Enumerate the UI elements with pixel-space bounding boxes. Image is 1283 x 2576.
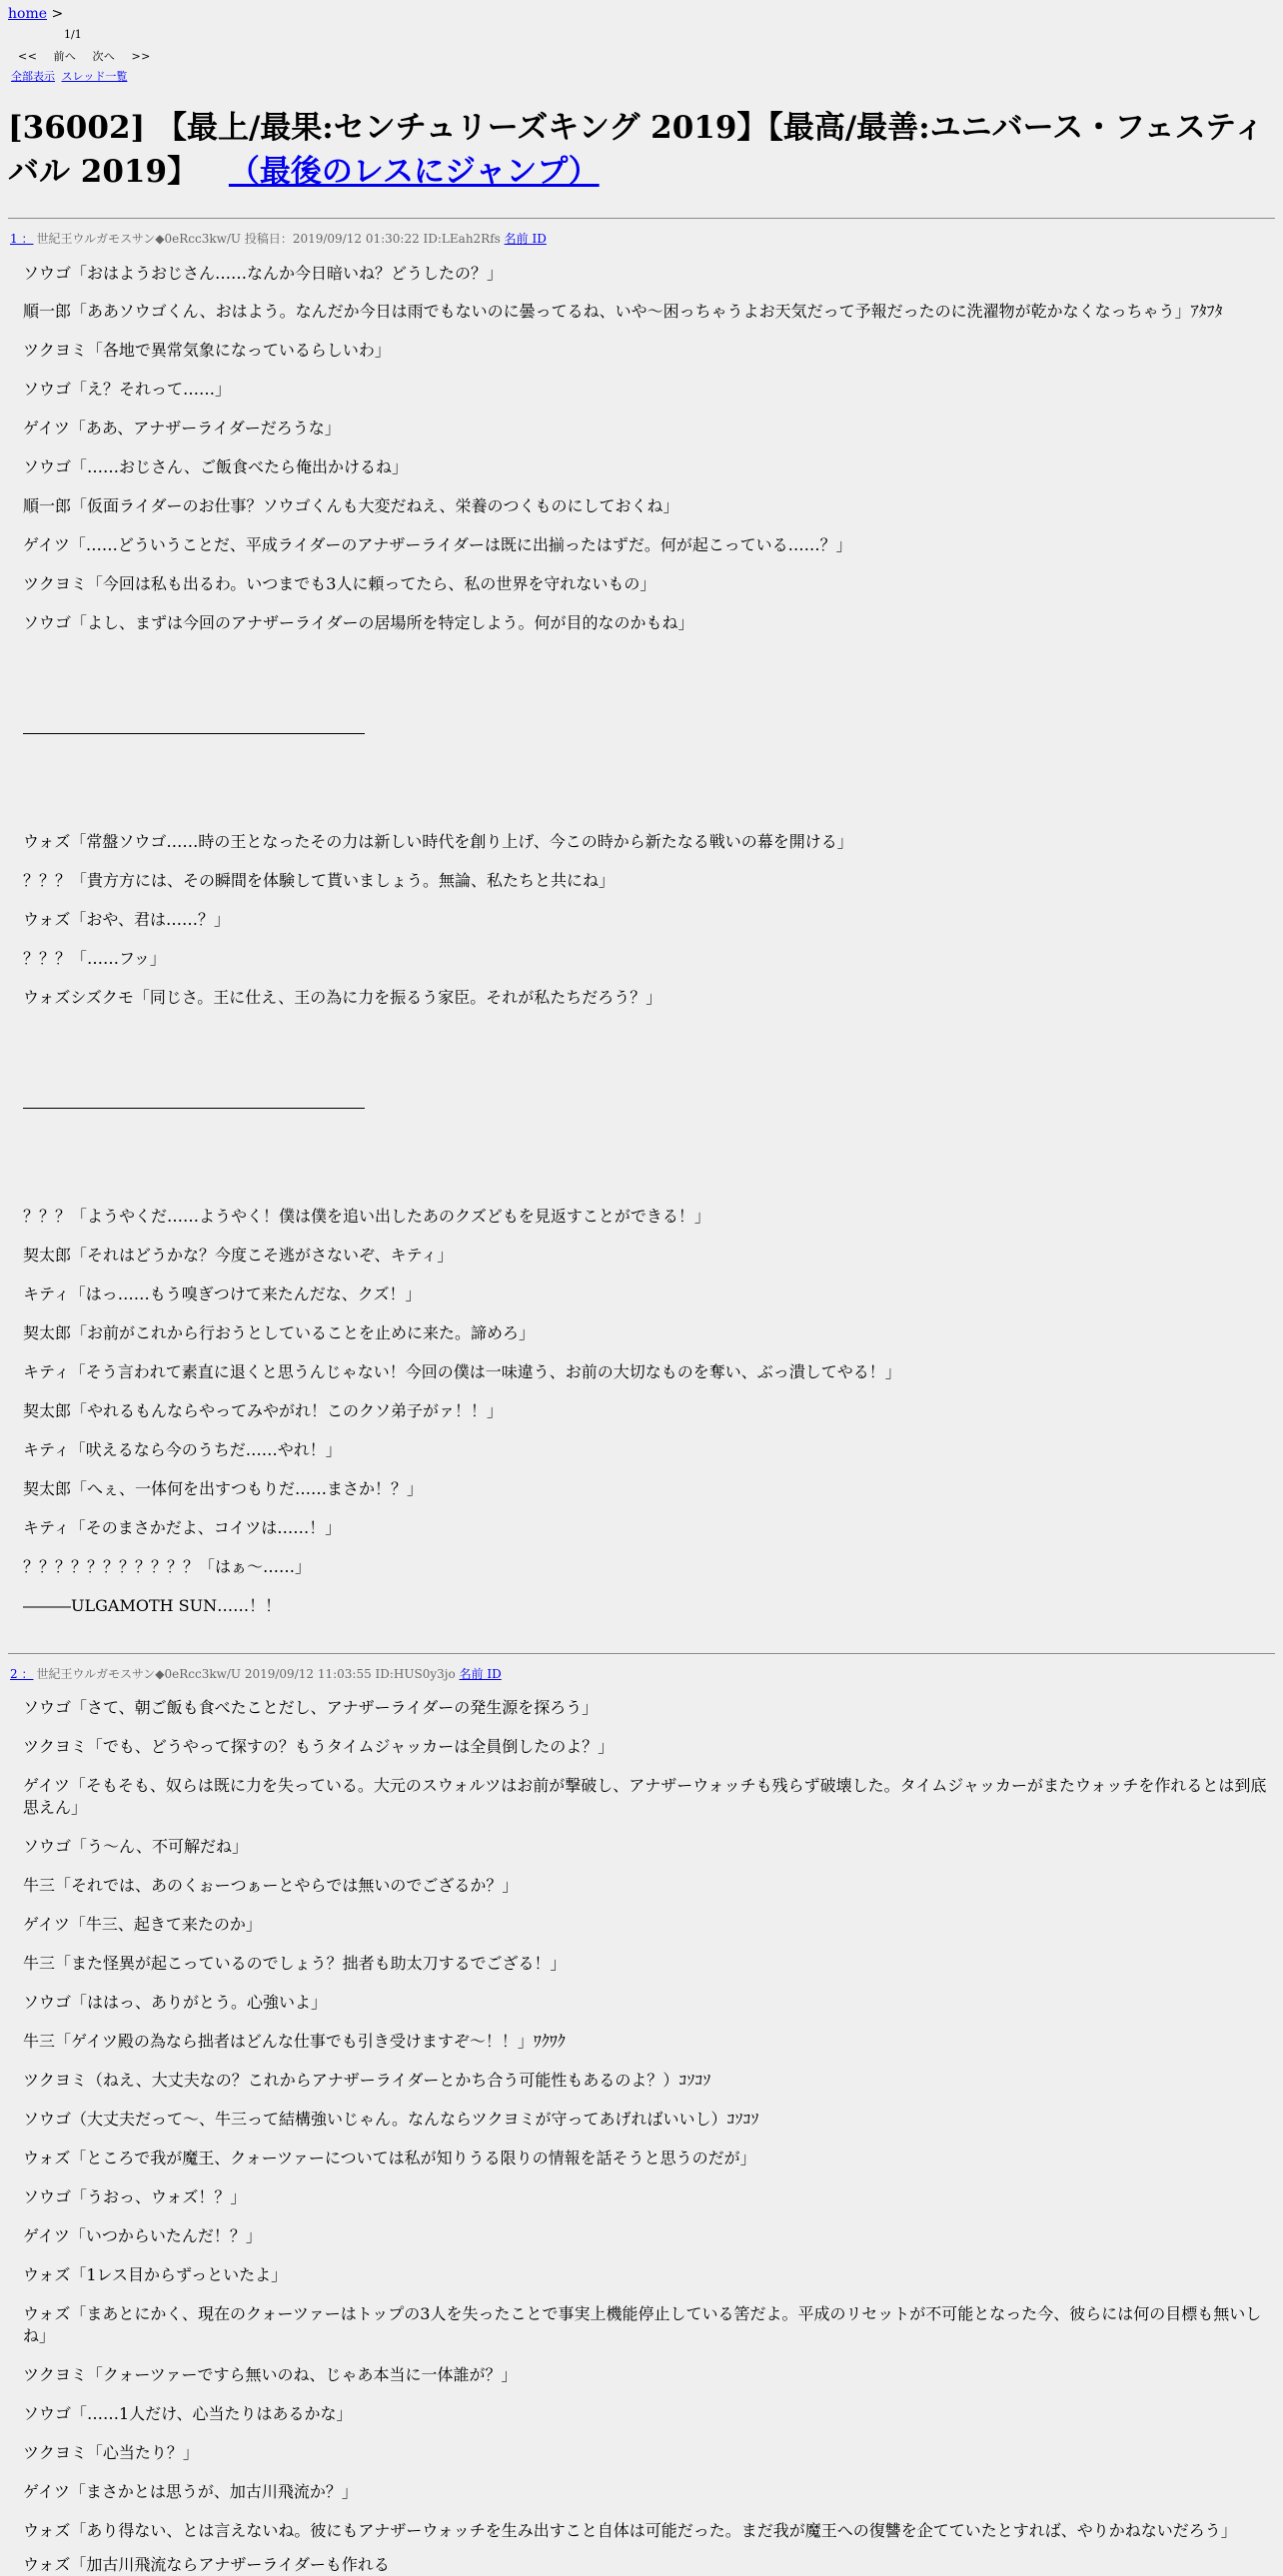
post-line: ？？？「……フッ」 [23,949,166,968]
post-line: 契太郎「へぇ、一体何を出すつもりだ……まさか！？」 [23,1479,424,1498]
post-line: ウォズ「加古川飛流ならアナザーライダーも作れる [23,2555,390,2574]
post-line: ？？？？？？？？？？？「はぁ～……」 [23,1557,312,1576]
post-line: ツクヨミ「でも、どうやって探すの？もうタイムジャッカーは全員倒したのよ？」 [23,1737,615,1756]
divider [8,218,1275,219]
post-line: ソウゴ「よし、まずは今回のアナザーライダーの居場所を特定しよう。何が目的なのかもね」 [23,613,694,632]
scene-separator [23,733,365,734]
post-line: 牛三「また怪異が起こっているのでしょう？拙者も助太刀するでござる！」 [23,1954,567,1973]
post-number-link[interactable]: 2 ： [10,1667,34,1681]
post-line: ゲイツ「ああ、アナザーライダーだろうな」 [23,419,341,437]
post-line: ソウゴ「え？それって……」 [23,380,232,399]
post-line: ソウゴ「……おじさん、ご飯食べたら俺出かけるね」 [23,457,408,476]
thread-title [8,106,1275,194]
post-header [10,1665,502,1682]
show-all-link[interactable]: 全部表示 [11,70,55,83]
pager-next[interactable]: 次へ [92,50,116,63]
post-line: キティ「吠えるなら今のうちだ……やれ！」 [23,1440,342,1459]
post-line: ウォズ「あり得ない、とは言えないね。彼にもアナザーウォッチを生み出すこと自体は可能だった。まだ我が魔王への復讐を企てていたとすれば、やりかねないだろう」 [23,2521,1237,2540]
post-line: ツクヨミ「クォーツァーですら無いのね、じゃあ本当に一体誰が？」 [23,2365,518,2384]
post-line: 契太郎「それはどうかな？今度こそ逃がさないぞ、キティ」 [23,1246,454,1265]
post-line: 牛三「それでは、あのくぉーつぁーとやらでは無いのでござるか？」 [23,1876,519,1895]
post-line: 契太郎「やれるもんならやってみやがれ！このクソ弟子がァ！！」 [23,1401,504,1420]
thread-links [11,68,130,84]
post-line: ソウゴ「うおっ、ウォズ！？」 [23,2187,247,2206]
post-line: ゲイツ「いつからいたんだ！？」 [23,2226,262,2245]
thread-title-text: [36002] 【最上/最果:センチュリーズキング 2019】【最高/最善:ユニバース・フェスティバル 2019】 [8,110,1265,190]
jump-to-last-link[interactable]: （最後のレスにジャンプ） [228,154,600,190]
post-line: ？？？「貴方方には、その瞬間を体験して貰いましょう。無論、私たちと共にね」 [23,871,616,890]
name-id-link[interactable]: 名前 ID [504,232,547,246]
pager-first[interactable]: << [18,50,38,63]
post-line: ソウゴ（大丈夫だって～、牛三って結構強いじゃん。なんならツクヨミが守ってあげればいいし）ｺｿｺｿ [23,2110,759,2129]
post-line: キティ「はっ……もう嗅ぎつけて来たんだな、クズ！」 [23,1285,422,1303]
post-line: ツクヨミ「各地で異常気象になっているらしいわ」 [23,341,391,360]
post-line: キティ「そのまさかだよ、コイツは……！」 [23,1518,342,1537]
post-line: ウォズ「ところで我が魔王、クォーツァーについては私が知りうる限りの情報を話そうと思うのだが」 [23,2148,756,2167]
post-line: ウォズ「常盤ソウゴ……時の王となったその力は新しい時代を創り上げ、今この時から新たなる戦いの幕を開ける」 [23,832,853,851]
post-header [10,230,547,247]
post-line: ソウゴ「おはようおじさん……なんか今日暗いね？どうしたの？」 [23,264,504,283]
home-link[interactable]: home [8,6,48,22]
page-count: 1/1 [64,28,82,41]
scene-separator [23,1108,365,1109]
post-meta: 世紀王ウルガモスサン◆0eRcc3kw/U 2019/09/12 11:03:55 ID:HUS0y3jo [36,1667,456,1681]
name-id-link[interactable]: 名前 ID [459,1667,502,1681]
post-line: 牛三「ゲイツ殿の為なら拙者はどんな仕事でも引き受けますぞ～！！」ﾜｸﾜｸ [23,2032,566,2051]
divider [8,1653,1275,1654]
post-line: ツクヨミ「心当たり？」 [23,2443,199,2462]
post-line: ゲイツ「牛三、起きて来たのか」 [23,1915,262,1934]
post-line: 順一郎「仮面ライダーのお仕事？ソウゴくんも大変だねえ、栄養のつくものにしておくね」 [23,496,679,515]
pager-prev[interactable]: 前へ [53,50,77,63]
post-line: ウォズ「1レス目からずっといたよ」 [23,2265,288,2284]
breadcrumb-separator: > [51,6,64,22]
post-line: ゲイツ「まさかとは思うが、加古川飛流か？」 [23,2482,358,2501]
post-line: ―――ULGAMOTH SUN……！！ [23,1596,282,1615]
post-line: ツクヨミ「今回は私も出るわ。いつまでも3人に頼ってたら、私の世界を守れないもの」 [23,574,656,593]
post-line: ゲイツ「……どういうことだ、平成ライダーのアナザーライダーは既に出揃ったはずだ。何が起こっている……？」 [23,535,852,554]
pager-last[interactable]: >> [131,50,151,63]
post-line: ツクヨミ（ねえ、大丈夫なの？これからアナザーライダーとかち合う可能性もあるのよ？）ｺｿｺｿ [23,2071,711,2090]
post-line: ？？？「ようやくだ……ようやく！僕は僕を追い出したあのクズどもを見返すことができる！」 [23,1207,710,1226]
post-line: ウォズ「おや、君は……？」 [23,910,231,929]
post-line: ウォズ「まあとにかく、現在のクォーツァーはトップの3人を失ったことで事実上機能停止している筈だよ。平成のリセットが不可能となった今、彼らには何の目標も無いしね」 [23,2304,1262,2345]
thread-list-link[interactable]: スレッド一覧 [61,70,128,83]
post-line: ソウゴ「う～ん、不可解だね」 [23,1837,248,1856]
pager [18,48,163,64]
post-line: ゲイツ「そもそも、奴らは既に力を失っている。大元のスウォルツはお前が撃破し、アナザーウォッチも残らず破壊した。タイムジャッカーがまたウォッチを作れるとは到底思えん」 [23,1776,1267,1817]
breadcrumb [8,6,63,22]
post-line: ソウゴ「ははっ、ありがとう。心強いよ」 [23,1993,328,2012]
post-meta: 世紀王ウルガモスサン◆0eRcc3kw/U 投稿日：2019/09/12 01:30:22 ID:LEah2Rfs [36,232,501,246]
post-number-link[interactable]: 1 ： [10,232,34,246]
post-line: 順一郎「ああソウゴくん、おはよう。なんだか今日は雨でもないのに曇ってるね、いや～困っちゃうよお天気だって予報だったのに洗濯物が乾かなくなっちゃう」ｱﾀﾌﾀ [23,302,1223,321]
post-line: キティ「そう言われて素直に退くと思うんじゃない！今回の僕は一味違う、お前の大切なものを奪い、ぶっ潰してやる！」 [23,1362,901,1381]
post-line: ウォズシズクモ「同じさ。王に仕え、王の為に力を振るう家臣。それが私たちだろう？」 [23,988,662,1007]
post-line: ソウゴ「……1人だけ、心当たりはあるかな」 [23,2404,353,2423]
post-line: 契太郎「お前がこれから行おうとしていることを止めに来た。諦めろ」 [23,1323,536,1342]
post-line: ソウゴ「さて、朝ご飯も食べたことだし、アナザーライダーの発生源を探ろう」 [23,1698,599,1717]
